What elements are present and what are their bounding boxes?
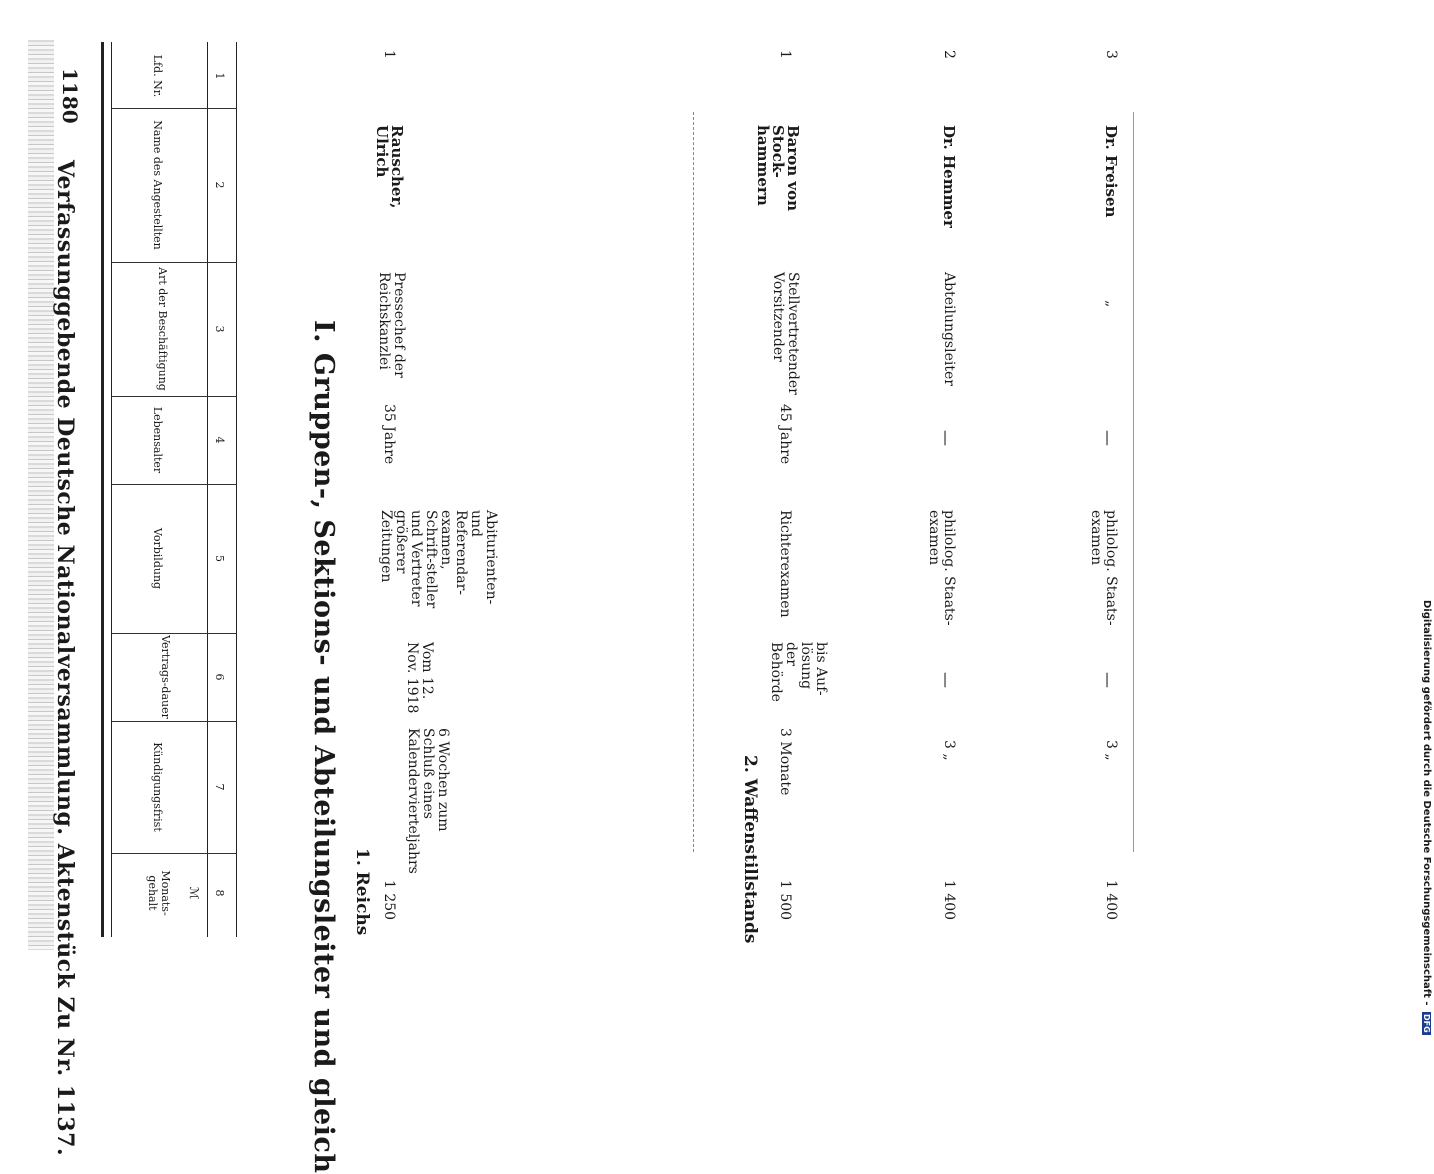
page-number: 1180 xyxy=(58,68,82,124)
title-rule-thick xyxy=(101,42,104,937)
cell-alter: 45 Jahre xyxy=(777,404,793,465)
row-separator xyxy=(1133,112,1134,852)
col-divider xyxy=(112,262,237,263)
cell-gehalt: 1 400 xyxy=(941,880,957,921)
footer-text: Digitalisierung gefördert durch die Deutsche Forschungsgemeinschaft - xyxy=(1421,600,1432,1006)
cell-dauer: — xyxy=(1099,672,1118,688)
cell-name: Baron von Stock-hammern xyxy=(754,125,802,212)
colnum-6: 6 xyxy=(213,673,226,681)
cell-art: Stellvertretender Vorsitzender xyxy=(770,272,801,395)
header-unit: ℳ xyxy=(187,886,201,900)
row-separator xyxy=(693,112,694,852)
cell-alter: — xyxy=(937,430,956,446)
cell-kuendigung: 3 „ xyxy=(941,740,957,761)
document-title: Verfassunggebende Deutsche Nationalversammlung. Aktenstück Zu Nr. 1137. xyxy=(52,160,78,1157)
header-vertragsdauer: Vertrags-dauer xyxy=(159,635,172,719)
group-heading-reichs: 1. Reichs xyxy=(352,848,372,936)
cell-name: Rauscher, Ulrich xyxy=(373,125,406,209)
cell-alter: 35 Jahre xyxy=(381,404,397,465)
cell-vorbildung: philolog. Staats-examen xyxy=(1088,510,1119,626)
header-kuendigungsfrist: Kündigungsfrist xyxy=(151,742,164,832)
dfg-logo: DFG xyxy=(1422,1014,1431,1033)
col-divider xyxy=(112,633,237,634)
cell-nr: 2 xyxy=(941,50,957,59)
cell-kuendigung: 6 Wochen zum Schluß eines Kalendervierteljahrs xyxy=(405,728,451,874)
cell-gehalt: 1 250 xyxy=(381,880,397,921)
group-heading-waffenstillstands: 2. Waffenstillstands xyxy=(740,755,760,944)
cell-nr: 3 xyxy=(1103,50,1119,59)
cell-alter: — xyxy=(1099,430,1118,446)
colnum-4: 4 xyxy=(213,436,226,444)
cell-kuendigung: 3 „ xyxy=(1103,740,1119,761)
cell-nr: 1 xyxy=(777,50,793,59)
cell-dauer: — xyxy=(937,672,956,688)
cell-dauer: bis Auf-lösung der Behörde xyxy=(768,642,829,702)
colnum-7: 7 xyxy=(213,783,226,791)
cell-dauer: Vom 12. Nov. 1918 xyxy=(404,642,435,714)
section-title: I. Gruppen-, Sektions- und Abteilungsleiter und gleich xyxy=(308,320,339,1174)
cell-art: Abteilungsleiter xyxy=(941,272,957,386)
header-lebensalter: Lebensalter xyxy=(151,406,164,474)
colnum-5: 5 xyxy=(213,555,226,562)
cell-vorbildung: Abiturienten- und Referendar-examen, Schrift-steller und Vertreter größerer Zeitungen xyxy=(378,510,499,609)
header-bottom-rule xyxy=(207,42,208,937)
cell-vorbildung: philolog. Staats-examen xyxy=(926,510,957,626)
cell-name: Dr. Freisen xyxy=(1102,125,1120,218)
cell-gehalt: 1 400 xyxy=(1103,880,1119,921)
colnum-1: 1 xyxy=(213,72,226,80)
colnum-8: 8 xyxy=(213,889,226,897)
cell-gehalt: 1 500 xyxy=(777,880,793,921)
scanned-page-edge xyxy=(28,40,54,950)
cell-nr: 1 xyxy=(381,50,397,59)
colnum-2: 2 xyxy=(213,181,226,189)
cell-art: Pressechef der Reichskanzlei xyxy=(376,272,407,378)
cell-name: Dr. Hemmer xyxy=(940,125,958,228)
colnum-3: 3 xyxy=(213,325,226,333)
header-art: Art der Beschäftigung xyxy=(156,267,169,391)
col-divider xyxy=(112,853,237,854)
colnum-bottom-rule xyxy=(236,42,237,937)
header-monatsgehalt: Monats-gehalt xyxy=(146,870,172,916)
header-lfd-nr: Lfd. Nr. xyxy=(151,54,164,98)
col-divider xyxy=(112,721,237,722)
col-divider xyxy=(112,396,237,397)
col-divider xyxy=(112,108,237,109)
title-rule-thin xyxy=(111,42,112,937)
cell-art: „ xyxy=(1103,300,1119,308)
header-name: Name des Angestellten xyxy=(151,120,164,250)
funding-footer xyxy=(1421,600,1432,1035)
cell-vorbildung: Richterexamen xyxy=(777,510,793,618)
header-vorbildung: Vorbildung xyxy=(151,527,164,590)
cell-kuendigung: 3 Monate xyxy=(777,728,793,796)
col-divider xyxy=(112,484,237,485)
